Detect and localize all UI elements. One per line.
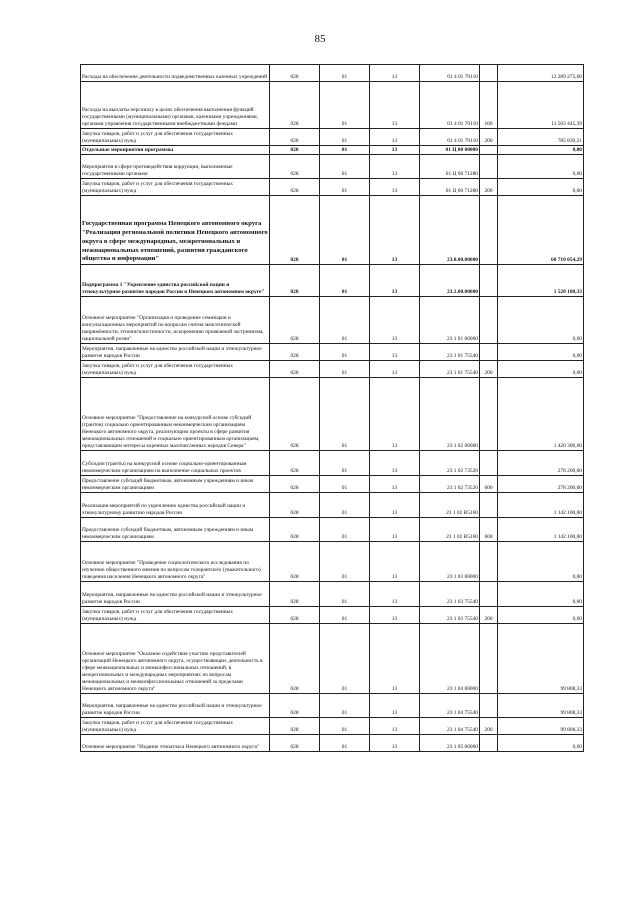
- expense-type-cell: [480, 344, 498, 361]
- amount-cell: 278 200,00: [498, 451, 584, 476]
- section-code-cell: 01: [320, 735, 370, 752]
- table-row: [81, 518, 584, 542]
- ministry-code-cell: 028: [270, 451, 320, 476]
- amount-cell: 11 503 445,39: [498, 82, 584, 129]
- ministry-code-cell: 028: [270, 518, 320, 542]
- ministry-code-cell: 028: [270, 196, 320, 265]
- expense-type-cell: 600: [480, 476, 498, 493]
- table-row: [81, 155, 584, 179]
- ministry-code-cell: 028: [270, 82, 320, 129]
- row-name-cell: Отдельные мероприятия программы: [81, 146, 270, 155]
- expense-type-cell: 200: [480, 129, 498, 146]
- subsection-code-cell: 13: [370, 129, 420, 146]
- table-row: [81, 378, 584, 451]
- expense-type-cell: [480, 694, 498, 718]
- target-article-cell: 23.0.00.00000: [420, 196, 480, 265]
- ministry-code-cell: 028: [270, 607, 320, 624]
- table-row: [81, 624, 584, 694]
- ministry-code-cell: 028: [270, 624, 320, 694]
- table-row: [81, 265, 584, 297]
- row-name-cell: Мероприятия в сфере противодействия коррупции, выполняемые государственными органами: [81, 155, 270, 179]
- subsection-code-cell: 13: [370, 265, 420, 297]
- expense-type-cell: [480, 451, 498, 476]
- table-row: [81, 542, 584, 582]
- subsection-code-cell: 13: [370, 735, 420, 752]
- target-article-cell: 23 1 02 R5160: [420, 518, 480, 542]
- row-name-cell: Закупка товаров, работ и услуг для обеспечения государственных (муниципальных) нужд: [81, 179, 270, 196]
- expense-type-cell: [480, 297, 498, 344]
- amount-cell: 1 142 100,00: [498, 518, 584, 542]
- expense-type-cell: 200: [480, 718, 498, 735]
- amount-cell: 0,00: [498, 179, 584, 196]
- table-row: [81, 129, 584, 146]
- section-code-cell: 01: [320, 624, 370, 694]
- table-row: [81, 65, 584, 82]
- section-code-cell: 01: [320, 82, 370, 129]
- subsection-code-cell: 13: [370, 542, 420, 582]
- section-code-cell: 01: [320, 155, 370, 179]
- row-name-cell: Мероприятия, направленные на единство российской нации и этнокультурное развитие народов России: [81, 582, 270, 607]
- table-row: [81, 179, 584, 196]
- row-name-cell: Основное мероприятие "Организация и проведение семинаров и консультационных мероприятий по вопросам снятия межэтнической напряжённости, этнонигилистичности, искоренению проявлений экстремизма, национальной розни": [81, 297, 270, 344]
- ministry-code-cell: 028: [270, 378, 320, 451]
- section-code-cell: 01: [320, 493, 370, 518]
- ministry-code-cell: 028: [270, 129, 320, 146]
- table-row: [81, 718, 584, 735]
- section-code-cell: 01: [320, 297, 370, 344]
- target-article-cell: 23 1 01 75540: [420, 361, 480, 378]
- subsection-code-cell: 13: [370, 297, 420, 344]
- row-name-cell: Мероприятия, направленные на единство российской нации и этнокультурное развитие народов России: [81, 694, 270, 718]
- ministry-code-cell: 028: [270, 361, 320, 378]
- amount-cell: 0,00: [498, 542, 584, 582]
- section-code-cell: 01: [320, 129, 370, 146]
- table-row: [81, 196, 584, 265]
- expense-type-cell: [480, 378, 498, 451]
- section-code-cell: 01: [320, 582, 370, 607]
- table-row: [81, 582, 584, 607]
- amount-cell: 0,00: [498, 361, 584, 378]
- ministry-code-cell: 028: [270, 146, 320, 155]
- amount-cell: 0,00: [498, 155, 584, 179]
- amount-cell: 785 830,21: [498, 129, 584, 146]
- section-code-cell: 01: [320, 179, 370, 196]
- expense-type-cell: [480, 196, 498, 265]
- expense-type-cell: [480, 542, 498, 582]
- target-article-cell: 23 1 02 73520: [420, 451, 480, 476]
- ministry-code-cell: 028: [270, 65, 320, 82]
- subsection-code-cell: 13: [370, 344, 420, 361]
- expense-type-cell: [480, 65, 498, 82]
- target-article-cell: 23 1 03 75540: [420, 607, 480, 624]
- row-name-cell: Закупка товаров, работ и услуг для обеспечения государственных (муниципальных) нужд: [81, 607, 270, 624]
- subsection-code-cell: 13: [370, 82, 420, 129]
- expense-type-cell: [480, 493, 498, 518]
- target-article-cell: 23 1 02 00000: [420, 378, 480, 451]
- section-code-cell: 01: [320, 378, 370, 451]
- row-name-cell: Закупка товаров, работ и услуг для обеспечения государственных (муниципальных) нужд: [81, 361, 270, 378]
- row-name-cell: Основное мероприятие "Проведение социологического исследования по изучению общественного мнения по вопросам толерантного (уважительного) поведения населения Ненецкого автономного округа": [81, 542, 270, 582]
- subsection-code-cell: 13: [370, 451, 420, 476]
- row-name-cell: Предоставление субсидий бюджетным, автономным учреждениям и иным некоммерческим организациям: [81, 476, 270, 493]
- ministry-code-cell: 028: [270, 694, 320, 718]
- table-row: [81, 735, 584, 752]
- amount-cell: 0,00: [498, 344, 584, 361]
- table-row: [81, 493, 584, 518]
- expense-type-cell: 200: [480, 361, 498, 378]
- row-name-cell: Подпрограмма 1 "Укрепление единства российской нации и этнокультурное развитие народов России в Ненецком автономном округе": [81, 265, 270, 297]
- ministry-code-cell: 028: [270, 344, 320, 361]
- amount-cell: 0,00: [498, 607, 584, 624]
- expense-type-cell: [480, 155, 498, 179]
- section-code-cell: 01: [320, 146, 370, 155]
- subsection-code-cell: 13: [370, 361, 420, 378]
- subsection-code-cell: 13: [370, 196, 420, 265]
- section-code-cell: 01: [320, 476, 370, 493]
- subsection-code-cell: 13: [370, 476, 420, 493]
- amount-cell: 1 142 100,00: [498, 493, 584, 518]
- subsection-code-cell: 13: [370, 624, 420, 694]
- row-name-cell: Расходы на обеспечение деятельности подведомственных казенных учреждений: [81, 65, 270, 82]
- section-code-cell: 01: [320, 694, 370, 718]
- target-article-cell: 23 1 04 00000: [420, 624, 480, 694]
- target-article-cell: 23 1 04 75540: [420, 694, 480, 718]
- budget-table: [80, 64, 584, 752]
- row-name-cell: Реализация мероприятий по укреплению единства российской нации и этнокультурному развитию народов России: [81, 493, 270, 518]
- section-code-cell: 01: [320, 265, 370, 297]
- expense-type-cell: [480, 735, 498, 752]
- subsection-code-cell: 13: [370, 718, 420, 735]
- subsection-code-cell: 13: [370, 179, 420, 196]
- row-name-cell: Основное мероприятие "Издание этноатласа Ненецкого автономного округа": [81, 735, 270, 752]
- section-code-cell: 01: [320, 718, 370, 735]
- section-code-cell: 01: [320, 196, 370, 265]
- amount-cell: 0,00: [498, 146, 584, 155]
- table-row: [81, 82, 584, 129]
- expense-type-cell: [480, 624, 498, 694]
- expense-type-cell: 200: [480, 179, 498, 196]
- subsection-code-cell: 13: [370, 493, 420, 518]
- row-name-cell: Основное мероприятие "Предоставление на конкурсной основе субсидий (грантов) социально ориентированным некоммерческим организациям Ненецкого автономного округа, реализующим проекты в сфере развития межнациональных отношений и социально ориентированным организациям, представляющим интересы коренных малочисленных народов Севера": [81, 378, 270, 451]
- target-article-cell: 01 4 01 70110: [420, 82, 480, 129]
- expense-type-cell: 100: [480, 82, 498, 129]
- row-name-cell: Расходы на выплаты персоналу в целях обеспечения выполнения функций государственными (муниципальными) органами, казенными учреждениями, органами управления государственными внебюджетными фондами: [81, 82, 270, 129]
- target-article-cell: 01 4 01 70110: [420, 65, 480, 82]
- amount-cell: 0,00: [498, 582, 584, 607]
- section-code-cell: 01: [320, 542, 370, 582]
- subsection-code-cell: 13: [370, 155, 420, 179]
- ministry-code-cell: 028: [270, 718, 320, 735]
- subsection-code-cell: 13: [370, 378, 420, 451]
- section-code-cell: 01: [320, 344, 370, 361]
- table-row: [81, 451, 584, 476]
- ministry-code-cell: 028: [270, 542, 320, 582]
- table-row: [81, 694, 584, 718]
- section-code-cell: 01: [320, 451, 370, 476]
- target-article-cell: 23 1 04 75540: [420, 718, 480, 735]
- target-article-cell: 23 1 02 R5160: [420, 493, 480, 518]
- row-name-cell: Мероприятия, направленные на единство российской нации и этнокультурное развитие народов России: [81, 344, 270, 361]
- table-row: [81, 607, 584, 624]
- amount-cell: 60 710 054,29: [498, 196, 584, 265]
- expense-type-cell: [480, 582, 498, 607]
- table-row: [81, 361, 584, 378]
- target-article-cell: 01 Ц 00 71280: [420, 179, 480, 196]
- ministry-code-cell: 028: [270, 735, 320, 752]
- target-article-cell: 01 4 01 70110: [420, 129, 480, 146]
- section-code-cell: 01: [320, 65, 370, 82]
- subsection-code-cell: 13: [370, 65, 420, 82]
- amount-cell: 0,00: [498, 735, 584, 752]
- table-row: [81, 297, 584, 344]
- amount-cell: 99 808,33: [498, 624, 584, 694]
- section-code-cell: 01: [320, 361, 370, 378]
- section-code-cell: 01: [320, 518, 370, 542]
- target-article-cell: 23 1 01 75540: [420, 344, 480, 361]
- row-name-cell: Государственная программа Ненецкого автономного округа "Реализация региональной политики Ненецкого автономного округа в сфере международных, межрегиональных и межнациональных отношений, развития гражданского общества и информации": [81, 196, 270, 265]
- target-article-cell: 23 1 01 00000: [420, 297, 480, 344]
- amount-cell: 99 808,33: [498, 694, 584, 718]
- table-row: [81, 476, 584, 493]
- amount-cell: 0,00: [498, 297, 584, 344]
- subsection-code-cell: 13: [370, 582, 420, 607]
- ministry-code-cell: 028: [270, 155, 320, 179]
- amount-cell: 1 520 108,33: [498, 265, 584, 297]
- subsection-code-cell: 13: [370, 146, 420, 155]
- row-name-cell: Закупка товаров, работ и услуг для обеспечения государственных (муниципальных) нужд: [81, 129, 270, 146]
- amount-cell: 99 808,33: [498, 718, 584, 735]
- row-name-cell: Предоставление субсидий бюджетным, автономным учреждениям и иным некоммерческим организациям: [81, 518, 270, 542]
- target-article-cell: 23 1 03 75540: [420, 582, 480, 607]
- subsection-code-cell: 13: [370, 694, 420, 718]
- target-article-cell: 01 Ц 00 00000: [420, 146, 480, 155]
- expense-type-cell: [480, 146, 498, 155]
- target-article-cell: 01 Ц 00 71280: [420, 155, 480, 179]
- target-article-cell: 23 1 03 00000: [420, 542, 480, 582]
- row-name-cell: Закупка товаров, работ и услуг для обеспечения государственных (муниципальных) нужд: [81, 718, 270, 735]
- table-row: [81, 146, 584, 155]
- subsection-code-cell: 13: [370, 607, 420, 624]
- ministry-code-cell: 028: [270, 582, 320, 607]
- ministry-code-cell: 028: [270, 179, 320, 196]
- target-article-cell: 23 1 05 00000: [420, 735, 480, 752]
- ministry-code-cell: 028: [270, 265, 320, 297]
- ministry-code-cell: 028: [270, 297, 320, 344]
- expense-type-cell: 200: [480, 607, 498, 624]
- target-article-cell: 23 1 02 73520: [420, 476, 480, 493]
- row-name-cell: Основное мероприятие "Оказание содействия участию представителей организаций Ненецкого автономного округа, осуществляющих деятельность в сфере межнациональных и межконфессиональных отношений, в межрегиональных и международных мероприятиях по вопросам межнациональных и межконфессиональных отношений за пределами Ненецкого автономного округа": [81, 624, 270, 694]
- target-article-cell: 23.1.00.00000: [420, 265, 480, 297]
- page-number: 85: [314, 33, 326, 45]
- table-row: [81, 344, 584, 361]
- subsection-code-cell: 13: [370, 518, 420, 542]
- expense-type-cell: [480, 265, 498, 297]
- row-name-cell: Субсидии (гранты) на конкурсной основе социально-ориентированным некоммерческим организациям на выполнение социальных проектов: [81, 451, 270, 476]
- amount-cell: 1 420 300,00: [498, 378, 584, 451]
- ministry-code-cell: 028: [270, 493, 320, 518]
- amount-cell: 278 200,00: [498, 476, 584, 493]
- ministry-code-cell: 028: [270, 476, 320, 493]
- expense-type-cell: 600: [480, 518, 498, 542]
- amount-cell: 12 289 275,60: [498, 65, 584, 82]
- section-code-cell: 01: [320, 607, 370, 624]
